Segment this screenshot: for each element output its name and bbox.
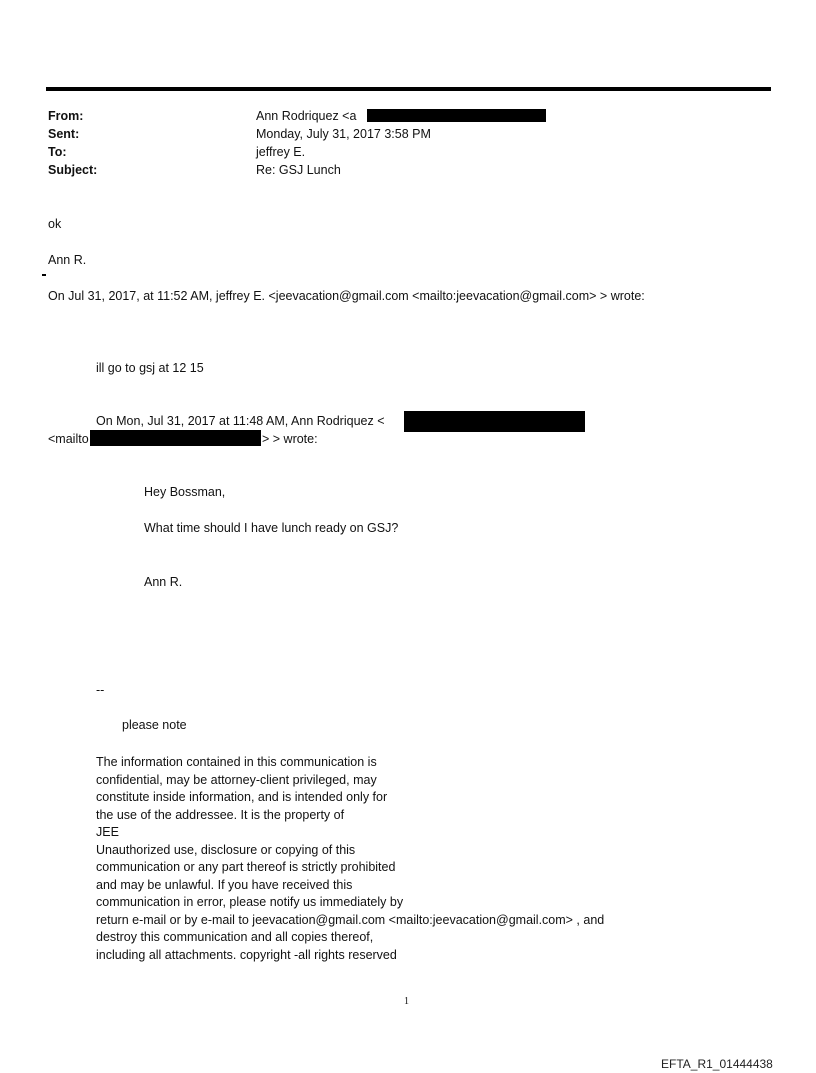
from-label: From: bbox=[48, 109, 84, 123]
subject-label: Subject: bbox=[48, 163, 98, 177]
quote2-header-line2-end: > > wrote: bbox=[262, 432, 318, 446]
quote2-header-line1: On Mon, Jul 31, 2017 at 11:48 AM, Ann Rodriquez < bbox=[96, 414, 385, 428]
margin-mark bbox=[42, 274, 46, 276]
sent-value: Monday, July 31, 2017 3:58 PM bbox=[256, 127, 431, 141]
disclaimer-line: JEE bbox=[96, 825, 119, 839]
page-number: 1 bbox=[404, 996, 409, 1007]
signature2: Ann R. bbox=[144, 575, 183, 589]
sent-label: Sent: bbox=[48, 127, 80, 141]
disclaimer-line: communication or any part thereof is strictly prohibited bbox=[96, 860, 396, 874]
redaction-box bbox=[404, 411, 585, 432]
quote1-header: On Jul 31, 2017, at 11:52 AM, jeffrey E. <jeevacation@gmail.com <mailto:jeevacation@gmail.com> > wrote: bbox=[48, 289, 645, 303]
document-id: EFTA_R1_01444438 bbox=[661, 1057, 773, 1071]
redaction-box bbox=[90, 430, 261, 446]
from-value: Ann Rodriquez <a bbox=[256, 109, 357, 123]
disclaimer-line: The information contained in this communication is bbox=[96, 755, 377, 769]
disclaimer bbox=[96, 754, 604, 964]
signature: Ann R. bbox=[48, 253, 87, 267]
disclaimer-line: and may be unlawful. If you have received this bbox=[96, 877, 353, 892]
quote1-text: ill go to gsj at 12 15 bbox=[96, 361, 204, 375]
disclaimer-line: including all attachments. copyright -all rights reserved bbox=[96, 947, 397, 962]
to-label: To: bbox=[48, 145, 67, 159]
disclaimer-line: confidential, may be attorney-client privileged, may bbox=[96, 772, 377, 787]
disclaimer-line: constitute inside information, and is intended only for bbox=[96, 790, 388, 804]
disclaimer-line: communication in error, please notify us immediately by bbox=[96, 895, 404, 909]
disclaimer-line: the use of the addressee. It is the property of bbox=[96, 807, 345, 822]
separator-dashes: -- bbox=[96, 683, 105, 697]
greeting: Hey Bossman, bbox=[144, 485, 226, 499]
quote2-header-line2-start: <mailto bbox=[48, 432, 89, 446]
to-value: jeffrey E. bbox=[256, 145, 306, 159]
redaction-box bbox=[367, 109, 546, 122]
please-note: please note bbox=[122, 718, 187, 732]
question: What time should I have lunch ready on GSJ? bbox=[144, 521, 399, 535]
reply-text: ok bbox=[48, 217, 62, 231]
disclaimer-line: Unauthorized use, disclosure or copying of this bbox=[96, 842, 356, 857]
disclaimer-line: destroy this communication and all copies thereof, bbox=[96, 930, 374, 944]
disclaimer-line: return e-mail or by e-mail to jeevacation@gmail.com <mailto:jeevacation@gmail.com> , and bbox=[96, 912, 605, 927]
header-rule bbox=[46, 87, 771, 91]
subject-value: Re: GSJ Lunch bbox=[256, 163, 341, 177]
